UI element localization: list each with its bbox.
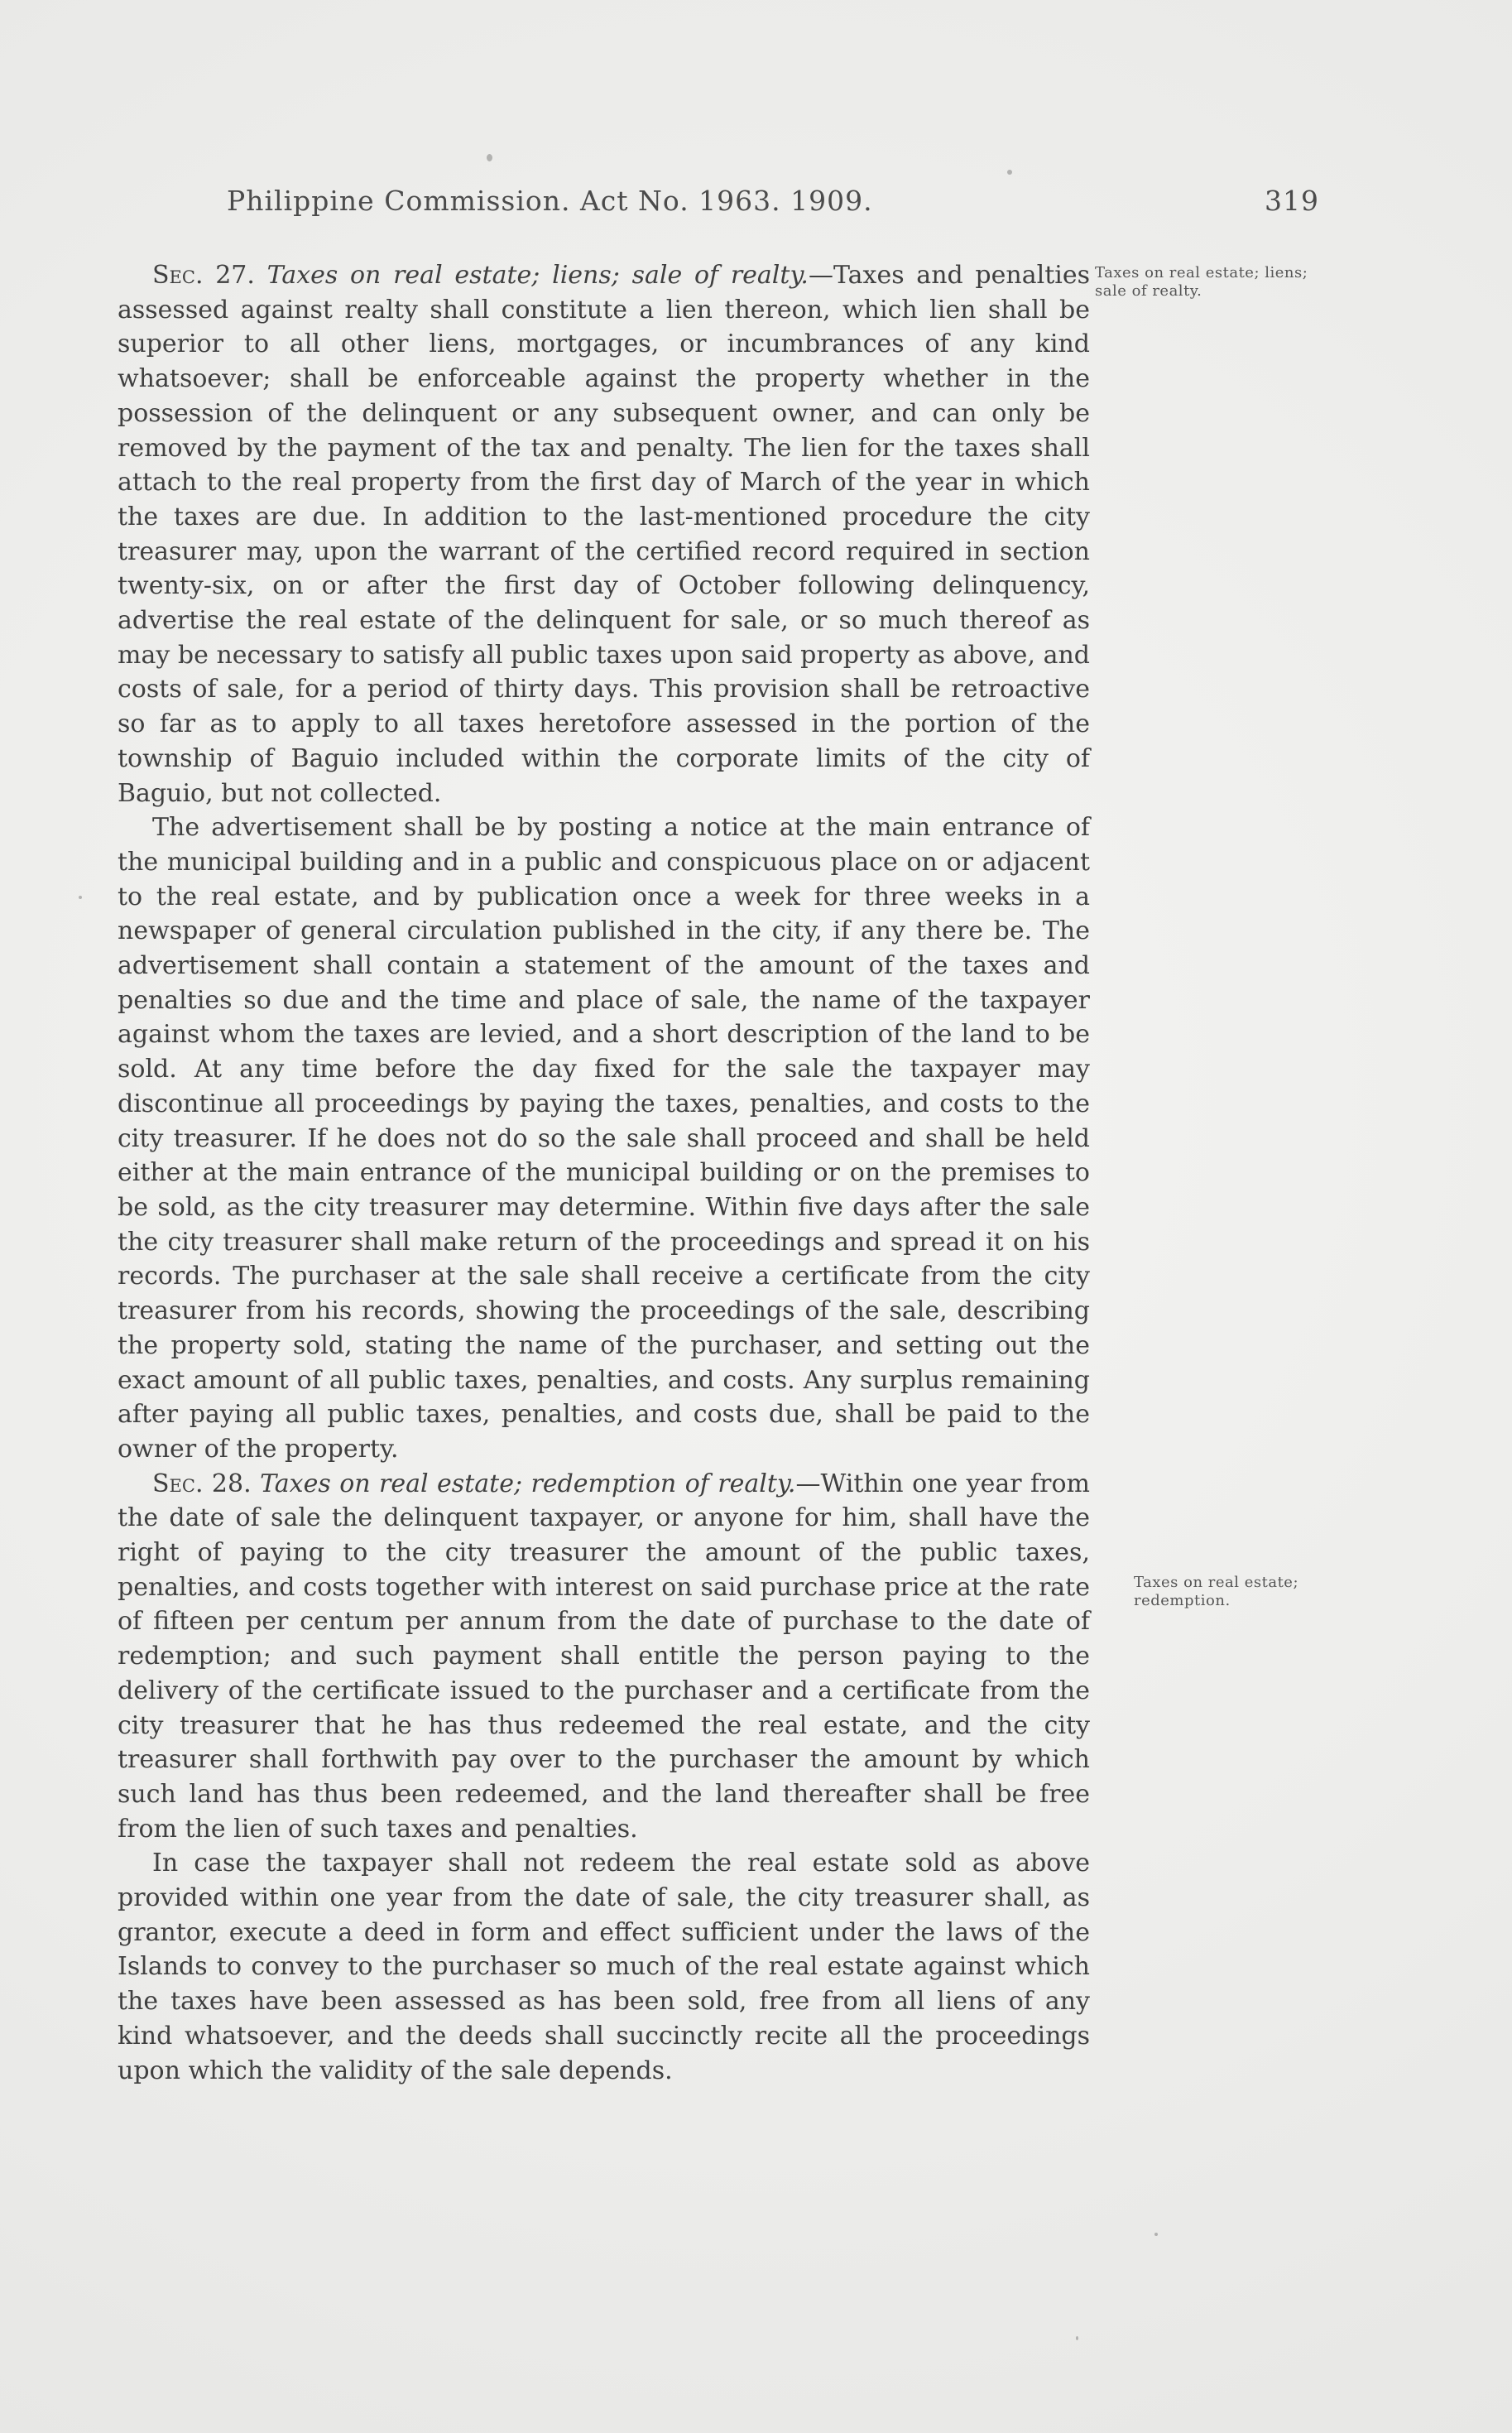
sec-27-paragraph-2 — [118, 810, 1090, 1466]
sec-27-text-1: —Taxes and penalties assessed against realty shall constitute a lien thereon, which lien shall be superior to all other liens, mortgages, or incumbrances of any kind whatsoever; shall be enforceable against the property whether in the possession of the delinquent or any subsequent owner, and can only be removed by the payment of the tax and penalty. The lien for the taxes shall attach to the real property from the first day of March of the year in which the taxes are due. In addition to the last-mentioned procedure the city treasurer may, upon the warrant of the certified record required in section twenty-six, on or after the first day of October following delinquency, advertise the real estate of the delinquent for sale, or so much thereof as may be necessary to satisfy all public taxes upon said property as above, and costs of sale, for a period of thirty days. This provision shall be retroactive so far as to apply to all taxes heretofore assessed in the portion of the township of Baguio included within the corporate limits of the city of Baguio, but not collected. — [118, 261, 1090, 808]
sec-28-text-2: In case the taxpayer shall not redeem the real estate sold as above provided within one year from the date of sale, the city treasurer shall, as grantor, execute a deed in form and effect sufficient under the laws of the Islands to convey to the purchaser so much of the real estate against which the taxes have been assessed as has been sold, free from all liens of any kind whatsoever, and the deeds shall succinctly recite all the proceedings upon which the validity of the sale depends. — [118, 1849, 1090, 2085]
sec-28-text-1: —Within one year from the date of sale the delinquent taxpayer, or anyone for him, shall have the right of paying to the city treasurer the amount of the public taxes, penalties, and costs together with interest on said purchase price at the rate of fifteen per centum per annum from the date of purchase to the date of redemption; and such payment shall entitle the person paying to the delivery of the certificate issued to the purchaser and a certificate from the city treasurer that he has thus redeemed the real estate, and the city treasurer shall forthwith pay over to the purchaser the amount by which such land has thus been redeemed, and the land thereafter shall be free from the lien of such taxes and penalties. — [118, 1469, 1090, 1844]
ink-speck — [487, 154, 492, 161]
body-text — [118, 258, 1090, 2088]
sec-28-number: Sec. 28. — [152, 1469, 252, 1498]
ink-speck — [1007, 170, 1012, 175]
sec-28-paragraph-2 — [118, 1846, 1090, 2088]
sec-27-text-2: The advertisement shall be by posting a notice at the main entrance of the municipal building and in a public and conspicuous place on or adjacent to the real estate, and by publication once a week for three weeks in a newspaper of general circulation published in the city, if any there be. The advertisement shall contain a statement of the amount of the taxes and penalties so due and the time and place of sale, the name of the taxpayer against whom the taxes are levied, and a short description of the land to be sold. At any time before the day fixed for the sale the taxpayer may discontinue all proceedings by paying the taxes, penalties, and costs to the city treasurer. If he does not do so the sale shall proceed and shall be held either at the main entrance of the municipal building or on the premises to be sold, as the city treasurer may determine. Within five days after the sale the city treasurer shall make return of the proceedings and spread it on his records. The purchaser at the sale shall receive a certificate from the city treasurer from his records, showing the proceedings of the sale, describing the property sold, stating the name of the purchaser, and setting out the exact amount of all public taxes, penalties, and costs. Any surplus remaining after paying all public taxes, penalties, and costs due, shall be paid to the owner of the property. — [118, 813, 1090, 1464]
sec-28-heading: Taxes on real estate; redemption of realty. — [260, 1469, 796, 1498]
sec-27-heading: Taxes on real estate; liens; sale of realty. — [266, 261, 809, 290]
page-number: 319 — [1265, 185, 1319, 217]
running-head — [227, 185, 1319, 226]
margin-note-sec-27: Taxes on real estate; liens; sale of realty. — [1095, 264, 1308, 300]
margin-note-sec-28: Taxes on real estate; redemption. — [1134, 1574, 1299, 1609]
sec-28-paragraph-1 — [118, 1467, 1090, 1847]
ink-speck — [1154, 2233, 1158, 2236]
running-head-title: Philippine Commission. Act No. 1963. 1909. — [227, 185, 873, 217]
ink-speck — [79, 896, 82, 899]
sec-27-paragraph-1 — [118, 258, 1090, 810]
ink-speck — [1076, 2336, 1078, 2340]
sec-27-number: Sec. 27. — [152, 261, 255, 290]
